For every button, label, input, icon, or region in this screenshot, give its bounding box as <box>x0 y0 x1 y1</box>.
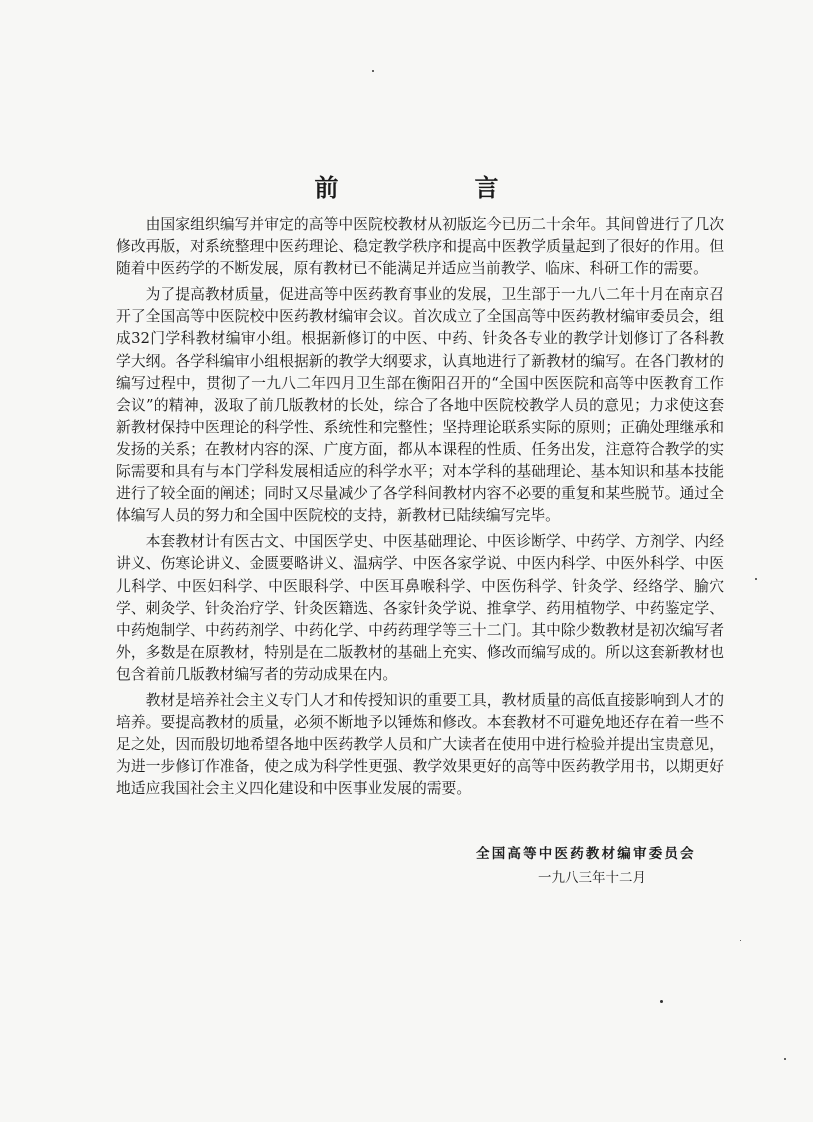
signature: 全国高等中医药教材编审委员会 <box>476 846 696 862</box>
scan-speck <box>755 578 757 580</box>
scan-speck <box>784 1058 786 1060</box>
page-title: 前 言 <box>314 173 555 202</box>
preface-body <box>116 214 724 804</box>
paragraph-4: 教材是培养社会主义专门人才和传授知识的重要工具，教材质量的高低直接影响到人才的培养。要提高教材的质量，必须不断地予以锤炼和修改。本套教材不可避免地还存在着一些不足之处，因而殷切地希望各地中医药教学人员和广大读者在使用中进行检验并提出宝贵意见，为进一步修订作准备，使之成为科学性更强、教学效果更好的高等中医药教学用书，以期更好地适应我国社会主义四化建设和中医事业发展的需要。 <box>116 691 724 798</box>
paragraph-3: 本套教材计有医古文、中国医学史、中医基础理论、中医诊断学、中药学、方剂学、内经讲义、伤寒论讲义、金匮要略讲义、温病学、中医各家学说、中医内科学、中医外科学、中医儿科学、中医妇科学、中医眼科学、中医耳鼻喉科学、中医伤科学、针灸学、经络学、腧穴学、刺灸学、针灸治疗学、针灸医籍选、各家针灸学说、推拿学、药用植物学、中药鉴定学、中药炮制学、中药药剂学、中药化学、中药药理学等三十二门。其中除少数教材是初次编写者外，多数是在原教材，特别是在二版教材的基础上充实、修改而编写成的。所以这套新教材也包含着前几版教材编写者的劳动成果在内。 <box>116 533 724 683</box>
paragraph-1: 由国家组织编写并审定的高等中医院校教材从初版迄今已历二十余年。其间曾进行了几次修改再版，对系统整理中医药理论、稳定教学秩序和提高中医教学质量起到了很好的作用。但随着中医药学的不断发展，原有教材已不能满足并适应当前教学、临床、科研工作的需要。 <box>116 216 724 278</box>
date: 一九八三年十二月 <box>538 870 646 886</box>
scan-speck <box>740 940 741 941</box>
paragraph-2: 为了提高教材质量，促进高等中医药教育事业的发展，卫生部于一九八二年十月在南京召开了全国高等中医院校中医药教材编审会议。首次成立了全国高等中医药教材编审委员会，组成32门学科教材编审小组。根据新修订的中医、中药、针灸各专业的教学计划修订了各科教学大纲。各学科编审小组根据新的教学大纲要求，认真地进行了新教材的编写。在各门教材的编写过程中，贯彻了一九八二年四月卫生部在衡阳召开的“全国中医医院和高等中医教育工作会议”的精神，汲取了前几版教材的长处，综合了各地中医院校教学人员的意见；力求使这套新教材保持中医理论的科学性、系统性和完整性；坚持理论联系实际的原则；正确处理继承和发扬的关系；在教材内容的深、广度方面，都从本课程的性质、任务出发，注意符合教学的实际需要和具有与本门学科发展相适应的科学水平；对本学科的基础理论、基本知识和基本技能进行了较全面的阐述；同时又尽量减少了各学科间教材内容不必要的重复和某些脱节。通过全体编写人员的努力和全国中医院校的支持，新教材已陆续编写完毕。 <box>116 286 724 525</box>
scan-speck <box>660 1000 663 1003</box>
scan-speck <box>372 70 374 72</box>
